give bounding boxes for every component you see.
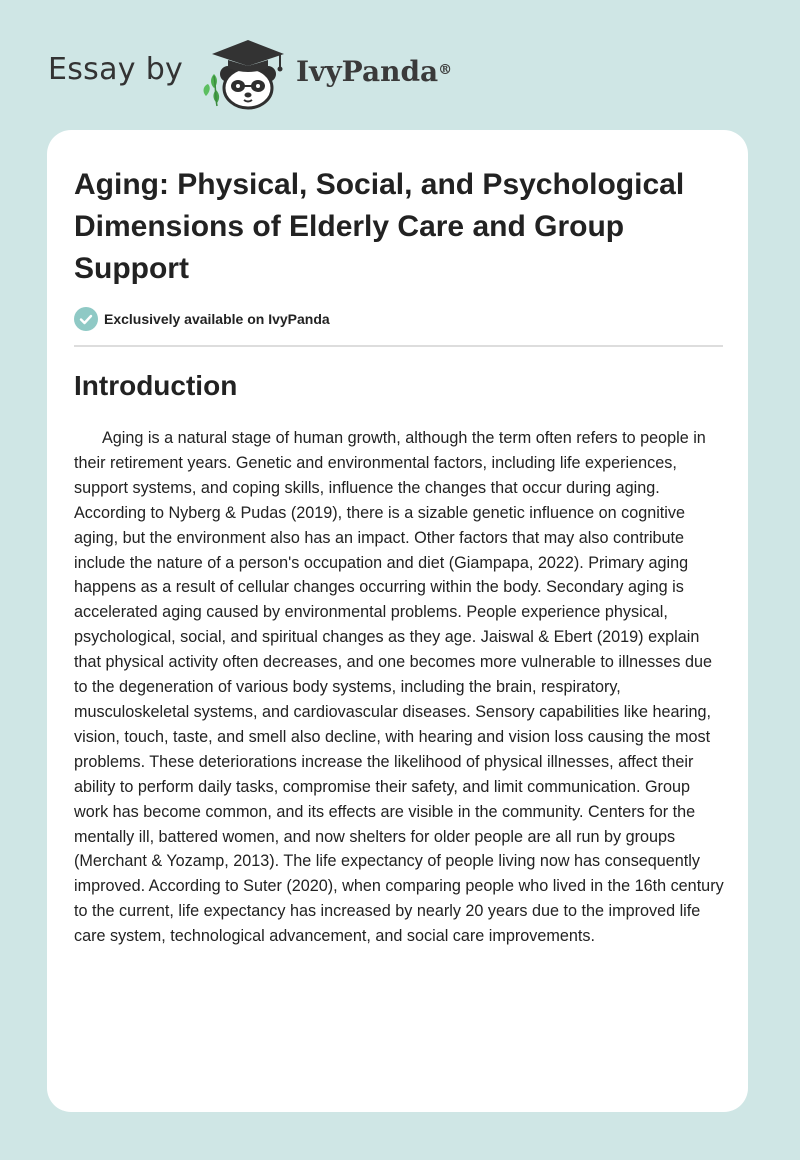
- badge-label: Exclusively available on IvyPanda: [104, 311, 330, 327]
- brand-name[interactable]: IvyPanda®: [296, 55, 453, 88]
- registered-mark: ®: [438, 62, 453, 78]
- page-title: Aging: Physical, Social, and Psychological Dimensions of Elderly Care and Group Support: [74, 168, 685, 285]
- site-header: [0, 0, 800, 130]
- exclusive-badge: [74, 307, 330, 331]
- check-circle-icon: [74, 307, 98, 331]
- section-heading: Introduction: [74, 370, 238, 401]
- body-paragraph: Aging is a natural stage of human growth, although the term often refers to people in their retirement years. Genetic and environmental factors, including life experiences, support systems, and coping skills, influence the changes that occur during aging. According to Nyberg & Pudas (2019), there is a sizable genetic influence on cognitive aging, but the environment also has an impact. Other factors that may also contribute include the nature of a person's occupation and diet (Giampapa, 2022). Primary aging happens as a result of cellular changes occurring within the body. Secondary aging is accelerated aging caused by environmental problems. People experience physical, psychological, social, and spiritual changes as they age. Jaiswal & Ebert (2019) explain that physical activity often decreases, and one becomes more vulnerable to illnesses due to the degeneration of various body systems, including the brain, respiratory, musculoskeletal systems, and cardiovascular diseases. Sensory capabilities like hearing, vision, touch, taste, and smell also decline, with hearing and vision loss causing the most problems. These deteriorations increase the likelihood of physical illnesses, affect their ability to perform daily tasks, compromise their safety, and limit communication. Group work has become common, and its effects are visible in the community. Centers for the mentally ill, battered women, and now shelters for older people are all run by groups (Merchant & Yozamp, 2013). The life expectancy of people living now has consequently improved. According to Suter (2020), when comparing people who lived in the 16th century to the current, life expectancy has increased by nearly 20 years due to the improved life care system, technological advancement, and social care improvements.: [74, 429, 724, 946]
- essay-card: [47, 130, 748, 1112]
- essay-by-label: Essay by: [48, 52, 184, 87]
- divider: [74, 345, 723, 347]
- panda-graduate-icon: [200, 34, 292, 110]
